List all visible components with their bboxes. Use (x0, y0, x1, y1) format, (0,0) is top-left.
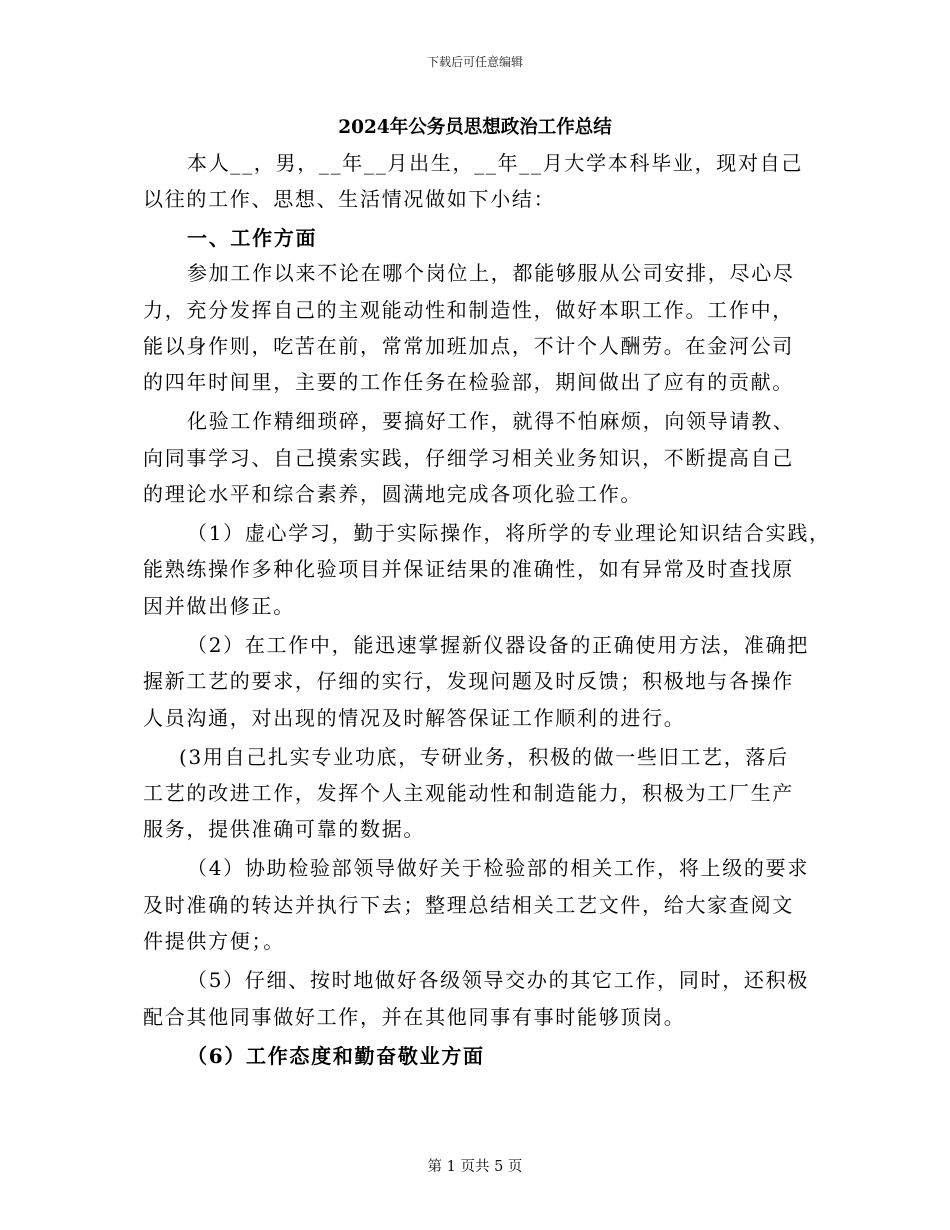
text-line: 化验工作精细琐碎，要搞好工作，就得不怕麻烦，向领导请教、 (187, 409, 795, 434)
subsection-heading-text: （6）工作态度和勤奋敬业方面 (187, 1043, 485, 1068)
text-line: 以往的工作、思想、生活情况做如下小结： (143, 187, 556, 212)
text-line: 人员沟通，对出现的情况及时解答保证工作顺利的进行。 (143, 705, 686, 730)
text-line: 及时准确的转达并执行下去；整理总结相关工艺文件，给大家查阅文 (143, 892, 794, 917)
document-title: 2024年公务员思想政治工作总结 (338, 117, 612, 138)
text-line: 的理论水平和综合素养，圆满地完成各项化验工作。 (143, 482, 643, 507)
text-line: 工艺的改进工作，发挥个人主观能动性和制造能力，积极为工厂生产 (143, 781, 794, 806)
page-number: 第 1 页共 5 页 (427, 1159, 523, 1175)
text-line: （1）虚心学习，勤于实际操作，将所学的专业理论知识结合实践， (187, 521, 831, 546)
text-line: 能以身作则，吃苦在前，常常加班加点，不计个人酬劳。在金河公司 (143, 333, 794, 358)
document-body (143, 145, 903, 1074)
text-line: （2）在工作中，能迅速掌握新仪器设备的正确使用方法，准确把 (187, 632, 810, 657)
text-line: 配合其他同事做好工作，并在其他同事有事时能够顶岗。 (143, 1004, 686, 1029)
section-heading (143, 220, 903, 256)
text-line: （4）协助检验部领导做好关于检验部的相关工作，将上级的要求 (187, 856, 810, 881)
text-line: 的四年时间里，主要的工作任务在检验部，期间做出了应有的贡献。 (143, 370, 794, 395)
work-paragraph (143, 255, 903, 401)
text-line: 能熟练操作多种化验项目并保证结果的准确性，如有异常及时查找原 (143, 557, 794, 582)
text-line: 力，充分发挥自己的主观能动性和制造性，做好本职工作。工作中， (143, 297, 794, 322)
text-line: 本人__，男，__年__月出生，__年__月大学本科毕业，现对自己 (187, 150, 804, 175)
intro-paragraph (143, 145, 903, 218)
text-line: (3用自己扎实专业功底，专研业务，积极的做一些旧工艺，落后 (179, 744, 789, 769)
section-heading-text: 一、工作方面 (187, 226, 318, 251)
text-line: 服务，提供准确可靠的数据。 (143, 817, 426, 842)
text-line: 因并做出修正。 (143, 593, 295, 618)
item-3-paragraph (143, 739, 903, 848)
item-4-paragraph (143, 850, 903, 959)
text-line: 向同事学习、自己摸索实践，仔细学习相关业务知识，不断提高自己 (143, 445, 794, 470)
page-header-note: 下载后可任意编辑 (426, 55, 523, 69)
text-line: 握新工艺的要求，仔细的实行，发现问题及时反馈；积极地与各操作 (143, 669, 794, 694)
text-line: （5）仔细、按时地做好各级领导交办的其它工作，同时，还积极 (187, 968, 810, 993)
subsection-heading (143, 1038, 903, 1074)
item-1-paragraph (143, 515, 903, 624)
item-5-paragraph (143, 962, 903, 1035)
text-line: 参加工作以来不论在哪个岗位上，都能够服从公司安排，尽心尽 (187, 261, 795, 286)
text-line: 件提供方便；。 (143, 929, 285, 954)
item-2-paragraph (143, 627, 903, 736)
lab-work-paragraph (143, 403, 903, 512)
